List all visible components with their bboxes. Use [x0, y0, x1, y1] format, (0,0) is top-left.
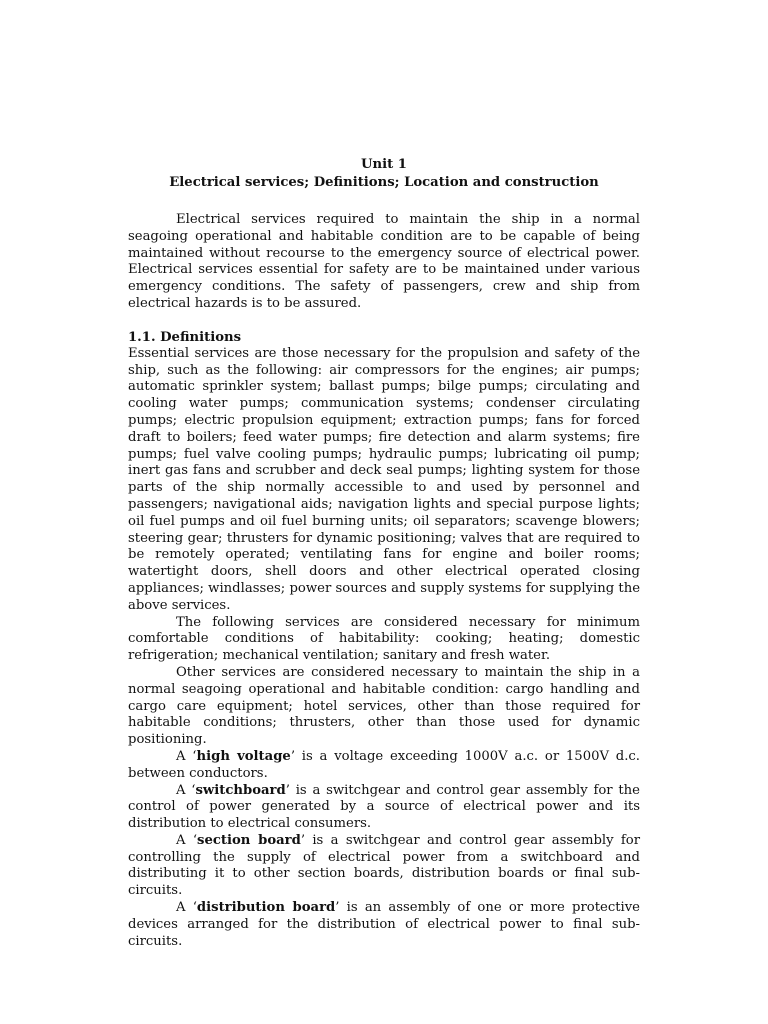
definitions-heading: 1.1. Definitions: [128, 329, 242, 345]
essential-services-paragraph: Essential services are those necessary for the propulsion and safety of the ship, such as the following: air compressors for the engines; air pumps; automatic sprinkler system; ballast pumps; bilge pumps; circulating and cooling water pumps; communication systems; condenser circulating pumps; electric propulsion equipment; extraction pumps; fans for forced draft to boilers; feed water pumps; fire detection and alarm systems; fire pumps; fuel valve cooling pumps; hydraulic pumps; lubricating oil pump; inert gas fans and scrubber and deck seal pumps; lighting system for those parts of the ship normally accessible to and used by personnel and passengers; navigational aids; navigation lights and special purpose lights; oil fuel pumps and oil fuel burning units; oil separators; scavenge blowers; steering gear; thrusters for dynamic positioning; valves that are required to be remotely operated; ventilating fans for engine and boiler rooms; watertight doors, shell doors and other electrical operated closing appliances; windlasses; power sources and supply systems for supplying the above services.: [128, 345, 640, 613]
definition-term: high voltage: [196, 748, 291, 764]
definition-text: ’ is a switchgear and control gear assembly for the control of power generated by a source of electrical power and its distribution to electrical consumers.: [128, 782, 640, 832]
spacer: [128, 313, 640, 329]
switchboard-definition: [128, 783, 640, 833]
high-voltage-definition: [128, 749, 640, 783]
definition-text: ’ is an assembly of one or more protective devices arranged for the distribution of electrical power to final sub-circuits.: [128, 900, 640, 949]
section-title: Electrical services; Definitions; Location and construction: [169, 175, 599, 190]
other-services-paragraph: Other services are considered necessary to maintain the ship in a normal seagoing operational and habitable condition: cargo handling and cargo care equipment; hotel services, other than those required for habitable conditions; thrusters, other than those used for dynamic positioning.: [128, 664, 640, 748]
habitability-paragraph: The following services are considered necessary for minimum comfortable conditions of habitability: cooking; heating; domestic refrigeration; mechanical ventilation; sanitary and fresh water.: [128, 614, 640, 664]
section-board-definition: [128, 833, 640, 900]
intro-paragraph: Electrical services required to maintain the ship in a normal seagoing operational and habitable condition are to be capable of being maintained without recourse to the emergency source of electrical power. Electrical services essential for safety are to be maintained under various emergency conditions. The safety of passengers, crew and ship from electrical hazards is to be assured.: [128, 212, 640, 311]
definition-term: section board: [197, 832, 301, 848]
definition-prefix: A ‘: [176, 832, 198, 848]
definition-prefix: A ‘: [176, 782, 196, 798]
definition-term: distribution board: [196, 900, 336, 916]
unit-title: Unit 1: [361, 157, 407, 172]
definition-text: ’ is a voltage exceeding 1000V a.c. or 1500V d.c. between conductors.: [128, 748, 640, 781]
definition-prefix: A ‘: [176, 748, 197, 764]
definition-text: ’ is a switchgear and control gear assembly for controlling the supply of electrical power from a switchboard and distributing it to other section boards, distribution boards or final sub-circuits.: [128, 832, 640, 899]
definition-prefix: A ‘: [176, 900, 197, 916]
definition-term: switchboard: [195, 782, 286, 798]
distribution-board-definition: [128, 900, 640, 950]
